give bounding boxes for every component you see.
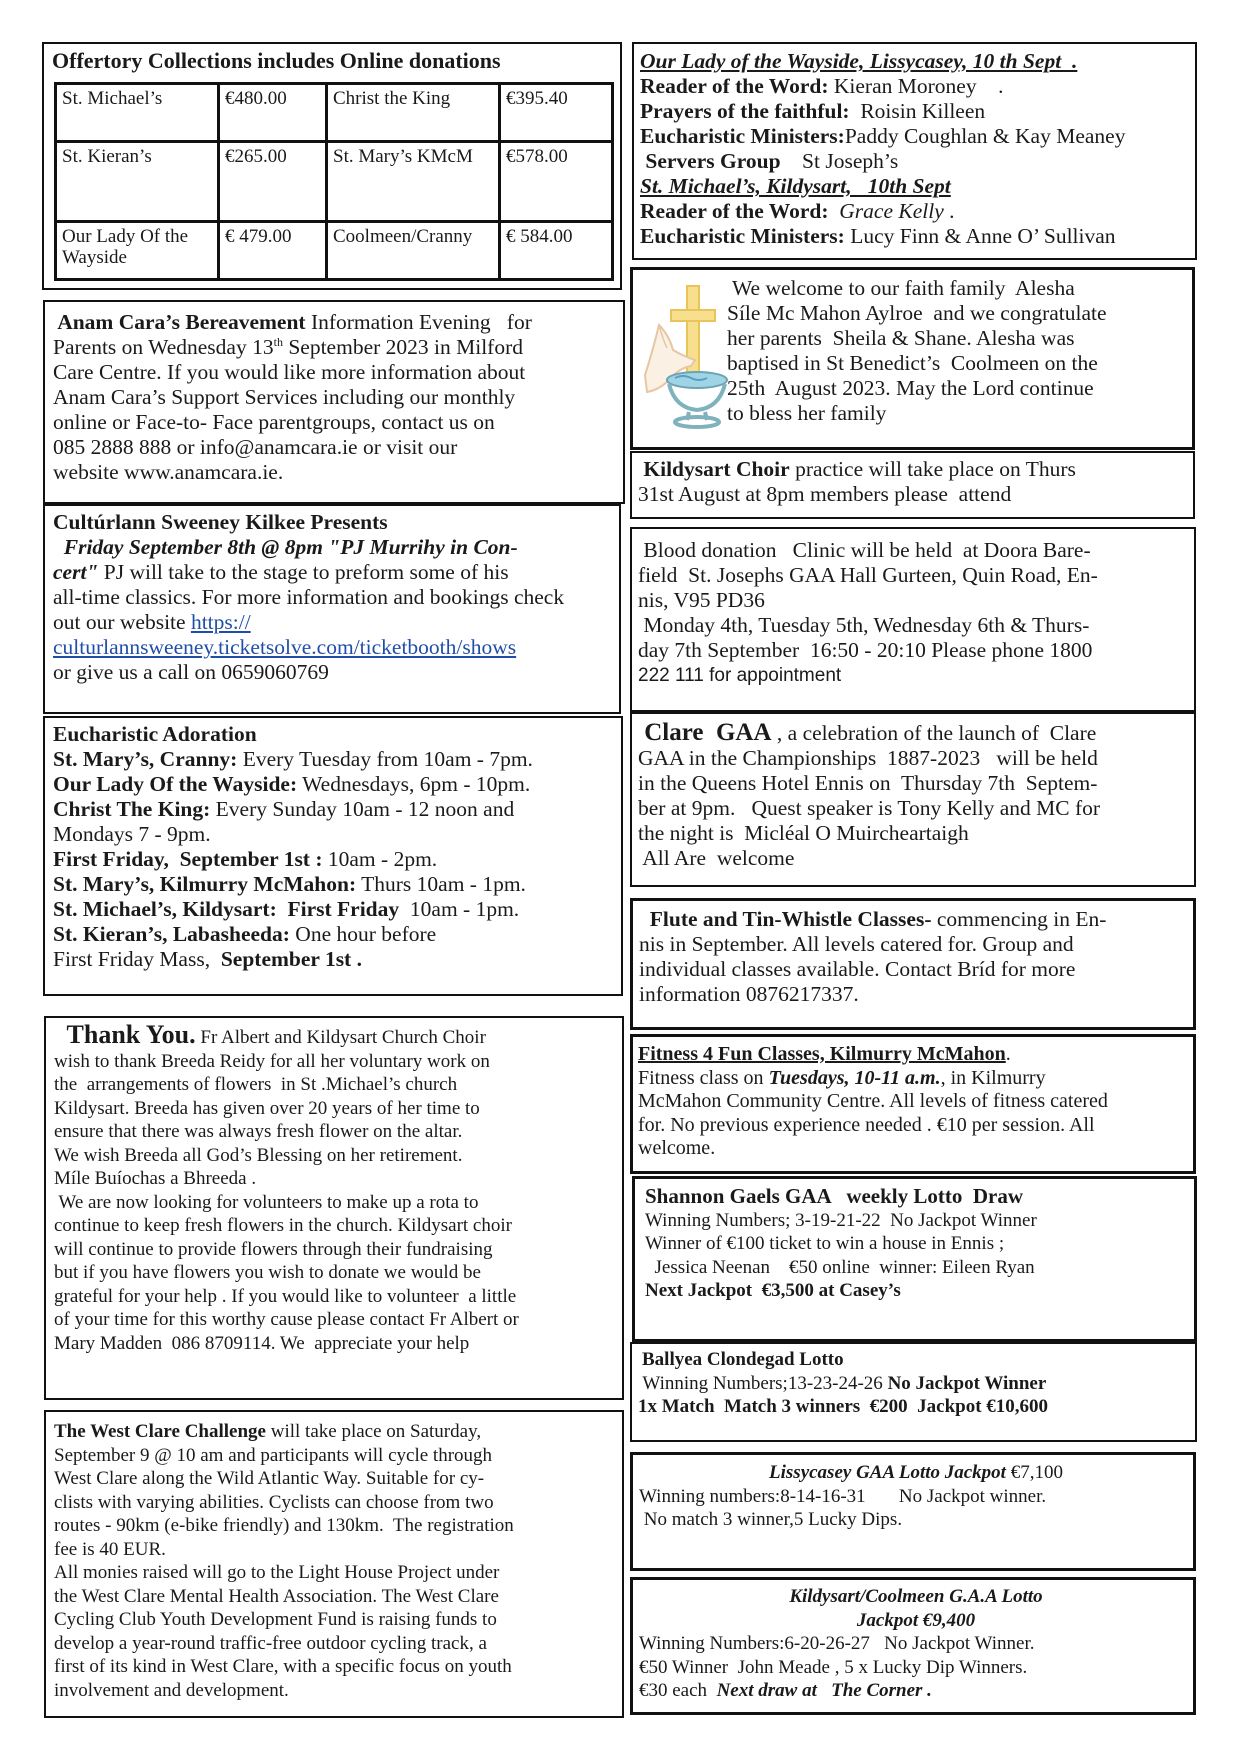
anam-cara-text: 085 2888 888 or info@anamcara.ie or visit our (53, 435, 458, 459)
ministers-names: Lucy Finn & Anne O’ Sullivan (844, 224, 1116, 248)
punctuation: . (1005, 1043, 1011, 1065)
anam-cara-text: Parents on Wednesday 13 (53, 335, 274, 359)
lotto-text: Winning numbers:8-14-16-31 No Jackpot winner. (639, 1485, 1047, 1507)
clare-gaa-text: GAA in the Championships 1887-2023 will be held (638, 746, 1098, 770)
table-row (56, 222, 613, 280)
west-clare-text: September 9 @ 10 am and participants will cycle through (54, 1444, 493, 1466)
lotto-text: €30 each (639, 1680, 717, 1701)
clare-gaa-title: Clare GAA (638, 719, 772, 746)
thank-you-text: grateful for your help . If you would like to volunteer a little (54, 1285, 517, 1307)
table-row (56, 84, 613, 142)
clare-gaa-text: , a celebration of the launch of Clare (771, 721, 1097, 745)
anam-cara-text: Anam Cara’s Support Services including our monthly (53, 385, 516, 409)
baptism-text: 25th August 2023. May the Lord continue (727, 376, 1094, 400)
thank-you-text: but if you have flowers you wish to donate we would be (54, 1262, 481, 1283)
ballyea-lotto-title: Ballyea Clondegad Lotto (642, 1349, 844, 1370)
baptism-text: her parents Sheila & Shane. Alesha was (727, 326, 1075, 350)
west-clare-text: involvement and development. (54, 1679, 289, 1701)
choir-text: practice will take place on Thurs (789, 457, 1076, 481)
parish-name: Our Lady Of the Wayside (56, 222, 219, 280)
west-clare-text: routes - 90km (e-bike friendly) and 130km. The registration (54, 1515, 514, 1536)
baptism-box (630, 267, 1195, 450)
thank-you-text: Mary Madden 086 8709114. We appreciate your help (54, 1332, 470, 1354)
thank-you-text: will continue to provide flowers through their fundraising (54, 1238, 493, 1260)
west-clare-text: will take place on Saturday, (266, 1421, 482, 1442)
lotto-text: No match 3 winner,5 Lucky Dips. (639, 1509, 903, 1530)
blood-text: field St. Josephs GAA Hall Gurteen, Quin Road, En- (638, 563, 1098, 587)
west-clare-text: clists with varying abilities. Cyclists can choose from two (54, 1491, 494, 1513)
lotto-text: Winning Numbers:6-20-26-27 No Jackpot Winner. (639, 1633, 1035, 1654)
flute-title: Flute and Tin-Whistle Classes- (639, 907, 932, 931)
parish-name: St. Kieran’s (56, 142, 219, 222)
anam-cara-text: online or Face-to- Face parentgroups, contact us on (53, 410, 495, 434)
west-clare-text: Cycling Club Youth Development Fund is raising funds to (54, 1609, 497, 1630)
choir-text: 31st August at 8pm members please attend (638, 482, 1012, 506)
fitness-text: Fitness class on (638, 1066, 769, 1089)
anam-cara-sup: th (273, 334, 283, 349)
anam-cara-text: website www.anamcara.ie. (53, 460, 284, 484)
parish-amount: €265.00 (219, 142, 327, 222)
west-clare-title: The West Clare Challenge (54, 1421, 266, 1442)
reader-name: Grace Kelly (828, 199, 944, 223)
blood-donation-box (630, 527, 1196, 712)
thank-you-box (44, 1016, 624, 1400)
lotto-text: Jessica Neenan €50 online winner: Eileen Ryan (645, 1256, 1035, 1278)
thank-you-text: ensure that there was always fresh flower on the altar. (54, 1121, 463, 1142)
thank-you-text: the arrangements of flowers in St .Michael’s church (54, 1074, 458, 1095)
culturlann-event: Friday September 8th @ 8pm "PJ Murrihy in Con- (53, 535, 518, 559)
adoration-title: Eucharistic Adoration (53, 722, 257, 746)
reader-name: Kieran Moroney . (828, 74, 1004, 98)
ministers-box (632, 42, 1197, 260)
adoration-line: First Friday, September 1st : 10am - 2pm. (53, 847, 438, 871)
flute-text: commencing in En- (931, 907, 1107, 931)
fitness-text: McMahon Community Centre. All levels of fitness catered (638, 1090, 1108, 1112)
blood-text: 222 111 for appointment (638, 665, 842, 686)
culturlann-text: or give us a call on 0659060769 (53, 660, 329, 684)
offertory-title: Offertory Collections includes Online donations (52, 48, 501, 73)
west-clare-text: first of its kind in West Clare, with a specific focus on youth (54, 1656, 512, 1677)
parish-name: St. Mary’s KMcM (327, 142, 500, 222)
west-clare-text: All monies raised will go to the Light House Project under (54, 1562, 500, 1583)
lissycasey-lotto-box (630, 1452, 1196, 1571)
clare-gaa-text: All Are welcome (638, 846, 795, 870)
blood-text: Monday 4th, Tuesday 5th, Wednesday 6th & Thurs- (638, 613, 1090, 637)
clare-gaa-text: the night is Micléal O Muircheartaigh (638, 821, 969, 845)
culturlann-text: PJ will take to the stage to preform some of his (98, 560, 509, 584)
culturlann-event: cert" (53, 560, 99, 584)
flute-box (630, 898, 1196, 1030)
choir-title: Kildysart Choir (638, 457, 790, 481)
parish-amount: €480.00 (219, 84, 327, 142)
reader-label: Reader of the Word: (640, 74, 829, 98)
west-clare-box (44, 1410, 624, 1718)
baptism-text: We welcome to our faith family Alesha (727, 276, 1075, 300)
ministers-names: Paddy Coughlan & Kay Meaney (844, 124, 1126, 148)
lotto-jackpot: 1x Match Match 3 winners €200 Jackpot €10,600 (638, 1396, 1049, 1417)
thank-you-text: We are now looking for volunteers to make up a rota to (54, 1191, 479, 1213)
reader-label: Reader of the Word: (640, 199, 829, 223)
culturlann-title: Cultúrlann Sweeney Kilkee Presents (53, 510, 388, 534)
adoration-line: St. Kieran’s, Labasheeda: One hour before (53, 922, 437, 946)
parish-name: Coolmeen/Cranny (327, 222, 500, 280)
fitness-time: Tuesdays, 10-11 a.m. (768, 1066, 941, 1089)
fitness-title: Fitness 4 Fun Classes, Kilmurry McMahon (638, 1043, 1006, 1065)
shannon-lotto-box (632, 1176, 1197, 1342)
lotto-no-winner: No Jackpot Winner (887, 1372, 1047, 1394)
thank-you-text: Kildysart. Breeda has given over 20 years of her time to (54, 1097, 480, 1119)
adoration-line: St. Mary’s, Kilmurry McMahon: Thurs 10am - 1pm. (53, 872, 526, 896)
west-clare-text: the West Clare Mental Health Association. The West Clare (54, 1585, 499, 1607)
thank-you-title: Thank You. (54, 1020, 196, 1049)
lotto-jackpot: €7,100 (1005, 1462, 1063, 1483)
flute-text: information 0876217337. (639, 982, 859, 1006)
kildysart-lotto-box (630, 1577, 1196, 1715)
choir-box (630, 451, 1195, 519)
adoration-line: St. Michael’s, Kildysart: First Friday 10am - 1pm. (53, 897, 520, 921)
parish-amount: €395.40 (500, 84, 613, 142)
baptism-text: to bless her family (727, 401, 887, 425)
fitness-text: for. No previous experience needed . €10 per session. All (638, 1113, 1095, 1136)
anam-cara-text: Care Centre. If you would like more information about (53, 360, 526, 384)
anam-cara-text: Information Evening for (305, 310, 532, 334)
lotto-text: Winning Numbers; 3-19-21-22 No Jackpot Winner (645, 1209, 1037, 1231)
ballyea-lotto-box (630, 1342, 1197, 1442)
clare-gaa-box (630, 712, 1196, 887)
ministers-label: Eucharistic Ministers: (640, 224, 845, 248)
adoration-line: First Friday Mass, September 1st . (53, 947, 362, 971)
ministers-heading: Our Lady of the Wayside, Lissycasey, 10 th Sept . (640, 49, 1078, 73)
clare-gaa-text: in the Queens Hotel Ennis on Thursday 7th Septem- (638, 771, 1098, 795)
offertory-box (42, 42, 622, 290)
lotto-text: Winning Numbers;13-23-24-26 (638, 1372, 888, 1394)
table-row (56, 142, 613, 222)
shannon-lotto-title: Shannon Gaels GAA weekly Lotto Draw (645, 1184, 1024, 1208)
lotto-jackpot: Jackpot €9,400 (856, 1609, 976, 1631)
anam-cara-text: September 2023 in Milford (282, 335, 524, 359)
adoration-box (43, 716, 623, 996)
west-clare-text: fee is 40 EUR. (54, 1538, 166, 1560)
fitness-text: , in Kilmurry (940, 1066, 1046, 1089)
thank-you-text: Fr Albert and Kildysart Church Choir (195, 1027, 486, 1048)
servers-name: St Joseph’s (780, 149, 899, 173)
anam-cara-title: Anam Cara’s Bereavement (53, 310, 306, 334)
thank-you-text: wish to thank Breeda Reidy for all her voluntary work on (54, 1050, 490, 1072)
lotto-next-draw: Next draw at The Corner . (716, 1680, 932, 1701)
culturlann-text: all-time classics. For more information and bookings check (53, 585, 565, 609)
thank-you-text: of your time for this worthy cause please contact Fr Albert or (54, 1309, 519, 1330)
blood-text: day 7th September 16:50 - 20:10 Please phone 1800 (638, 638, 1093, 662)
west-clare-text: West Clare along the Wild Atlantic Way. Suitable for cy- (54, 1468, 485, 1489)
fitness-box (630, 1034, 1196, 1174)
kildysart-lotto-title: Kildysart/Coolmeen G.A.A Lotto (789, 1586, 1043, 1607)
parish-amount: € 584.00 (500, 222, 613, 280)
lotto-text: Winner of €100 ticket to win a house in Ennis ; (645, 1233, 1005, 1254)
adoration-line: St. Mary’s, Cranny: Every Tuesday from 10am - 7pm. (53, 747, 533, 771)
adoration-line: Christ The King: Every Sunday 10am - 12 noon and (53, 797, 515, 821)
ministers-label: Eucharistic Ministers: (640, 124, 845, 148)
flute-text: nis in September. All levels catered for. Group and (639, 932, 1074, 956)
parish-name: St. Michael’s (56, 84, 219, 142)
anam-cara-box (43, 300, 625, 504)
prayers-label: Prayers of the faithful: (640, 99, 850, 123)
prayers-name: Roisin Killeen (849, 99, 986, 123)
punctuation: . (943, 199, 955, 223)
blood-text: nis, V95 PD36 (638, 588, 765, 612)
adoration-line: Mondays 7 - 9pm. (53, 822, 211, 846)
lotto-next-jackpot: Next Jackpot €3,500 at Casey’s (645, 1280, 901, 1301)
lotto-text: €50 Winner John Meade , 5 x Lucky Dip Winners. (639, 1656, 1028, 1678)
servers-label: Servers Group (640, 149, 781, 173)
ministers-heading: St. Michael’s, Kildysart, 10th Sept (640, 174, 951, 198)
baptism-font-dove-cross-icon (639, 280, 731, 430)
thank-you-text: continue to keep fresh flowers in the church. Kildysart choir (54, 1215, 512, 1236)
adoration-line: Our Lady Of the Wayside: Wednesdays, 6pm - 10pm. (53, 772, 531, 796)
thank-you-text: We wish Breeda all God’s Blessing on her retirement. (54, 1144, 463, 1166)
fitness-text: welcome. (638, 1137, 716, 1159)
baptism-text: Síle Mc Mahon Aylroe and we congratulate (727, 301, 1107, 325)
parish-amount: €578.00 (500, 142, 613, 222)
parish-amount: € 479.00 (219, 222, 327, 280)
lissycasey-lotto-title: Lissycasey GAA Lotto Jackpot (769, 1462, 1006, 1483)
culturlann-link[interactable]: culturlannsweeney.ticketsolve.com/ticketbooth/shows (53, 635, 517, 659)
flute-text: individual classes available. Contact Bríd for more (639, 957, 1076, 981)
culturlann-text: out our website (53, 610, 191, 634)
parish-name: Christ the King (327, 84, 500, 142)
west-clare-text: develop a year-round traffic-free outdoor cycling track, a (54, 1632, 487, 1654)
thank-you-text: Míle Buíochas a Bhreeda . (54, 1168, 257, 1189)
offertory-table (54, 82, 614, 281)
blood-text: Blood donation Clinic will be held at Doora Bare- (638, 538, 1091, 562)
clare-gaa-text: ber at 9pm. Quest speaker is Tony Kelly and MC for (638, 796, 1101, 820)
baptism-text: baptised in St Benedict’s Coolmeen on the (727, 351, 1098, 375)
culturlann-link[interactable]: https:// (190, 610, 251, 634)
culturlann-box (43, 504, 621, 714)
